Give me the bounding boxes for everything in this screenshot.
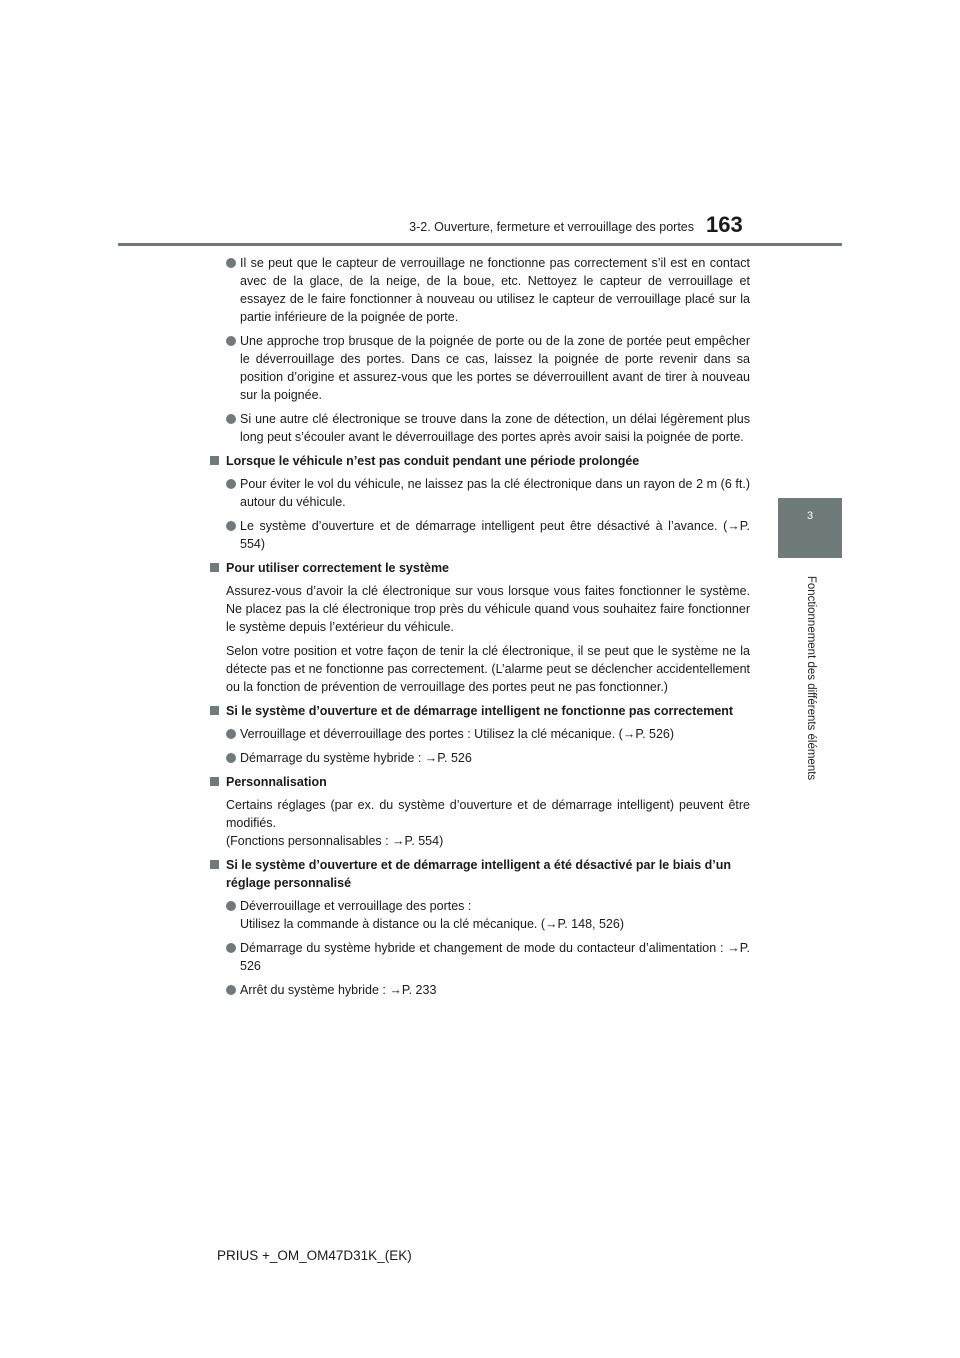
bullet-item: Il se peut que le capteur de verrouillage ne fonctionne pas correctement s’il est en contact avec de la glace, de la neige, de la boue, etc. Nettoyez le capteur de verrouillage et essayez de le faire fonctionner à nouveau ou utilisez le capteur de verrouillage placé sur la partie inférieure de la poignée de porte. <box>208 254 750 326</box>
bullet-dot-icon <box>226 336 236 346</box>
square-bullet-icon <box>210 860 219 869</box>
square-bullet-icon <box>210 706 219 715</box>
bullet-item: Arrêt du système hybride : →P. 233 <box>208 981 750 999</box>
square-bullet-icon <box>210 456 219 465</box>
bullet-item: Déverrouillage et verrouillage des portes : Utilisez la commande à distance ou la clé mécanique. (→P. 148, 526) <box>208 897 750 933</box>
bullet-item: Pour éviter le vol du véhicule, ne laissez pas la clé électronique dans un rayon de 2 m (6 ft.) autour du véhicule. <box>208 475 750 511</box>
main-content <box>208 254 750 1005</box>
header-divider <box>118 243 842 246</box>
paragraph: Certains réglages (par ex. du système d’ouverture et de démarrage intelligent) peuvent être modifiés. (Fonctions personnalisables : →P. 554) <box>226 798 750 848</box>
bullet-dot-icon <box>226 521 236 531</box>
bullet-item: Le système d’ouverture et de démarrage intelligent peut être désactivé à l’avance. (→P. 554) <box>208 517 750 553</box>
square-bullet-icon <box>210 563 219 572</box>
bullet-dot-icon <box>226 943 236 953</box>
bullet-dot-icon <box>226 985 236 995</box>
document-code: PRIUS +_OM_OM47D31K_(EK) <box>217 1248 412 1263</box>
bullet-item: Si une autre clé électronique se trouve dans la zone de détection, un délai légèrement plus long peut s’écouler avant le déverrouillage des portes après avoir saisi la poignée de porte. <box>208 410 750 446</box>
chapter-tab <box>778 498 842 558</box>
bullet-dot-icon <box>226 729 236 739</box>
paragraph: Selon votre position et votre façon de tenir la clé électronique, il se peut que le système ne la détecte pas et ne fonctionne pas correctement. (L’alarme peut se déclencher accidentellement ou la fonction de prévention de verrouillage des portes peut ne pas fonctionner.) <box>226 644 750 694</box>
bullet-item: Démarrage du système hybride : →P. 526 <box>208 749 750 767</box>
chapter-title: Fonctionnement des différents éléments <box>805 575 817 781</box>
chapter-number: 3 <box>806 510 814 522</box>
square-bullet-icon <box>210 777 219 786</box>
bullet-dot-icon <box>226 479 236 489</box>
section-heading: Si le système d’ouverture et de démarrage intelligent a été désactivé par le biais d’un réglage personnalisé <box>208 856 750 892</box>
bullet-dot-icon <box>226 753 236 763</box>
chapter-title-vertical <box>802 565 820 797</box>
section-heading: Personnalisation <box>208 773 750 791</box>
section-heading: Lorsque le véhicule n’est pas conduit pendant une période prolongée <box>208 452 750 470</box>
bullet-item: Une approche trop brusque de la poignée de porte ou de la zone de portée peut empêcher le déverrouillage des portes. Dans ce cas, laissez la poignée de porte revenir dans sa position d’origine et assurez-vous que les portes se déverrouillent avant de tirer à nouveau sur la poignée. <box>208 332 750 404</box>
paragraph: Assurez-vous d’avoir la clé électronique sur vous lorsque vous faites fonctionner le système. Ne placez pas la clé électronique trop près du véhicule quand vous souhaitez faire fonctionner le système depuis l’extérieur du véhicule. <box>226 584 750 634</box>
bullet-item: Démarrage du système hybride et changement de mode du contacteur d’alimentation : →P. 526 <box>208 939 750 975</box>
section-heading: Pour utiliser correctement le système <box>208 559 750 577</box>
section-title: 3-2. Ouverture, fermeture et verrouillage des portes <box>409 220 694 234</box>
bullet-dot-icon <box>226 258 236 268</box>
bullet-dot-icon <box>226 901 236 911</box>
section-heading: Si le système d’ouverture et de démarrage intelligent ne fonctionne pas correctement <box>208 702 750 720</box>
bullet-dot-icon <box>226 414 236 424</box>
page-number: 163 <box>706 212 743 237</box>
bullet-item: Verrouillage et déverrouillage des portes : Utilisez la clé mécanique. (→P. 526) <box>208 725 750 743</box>
